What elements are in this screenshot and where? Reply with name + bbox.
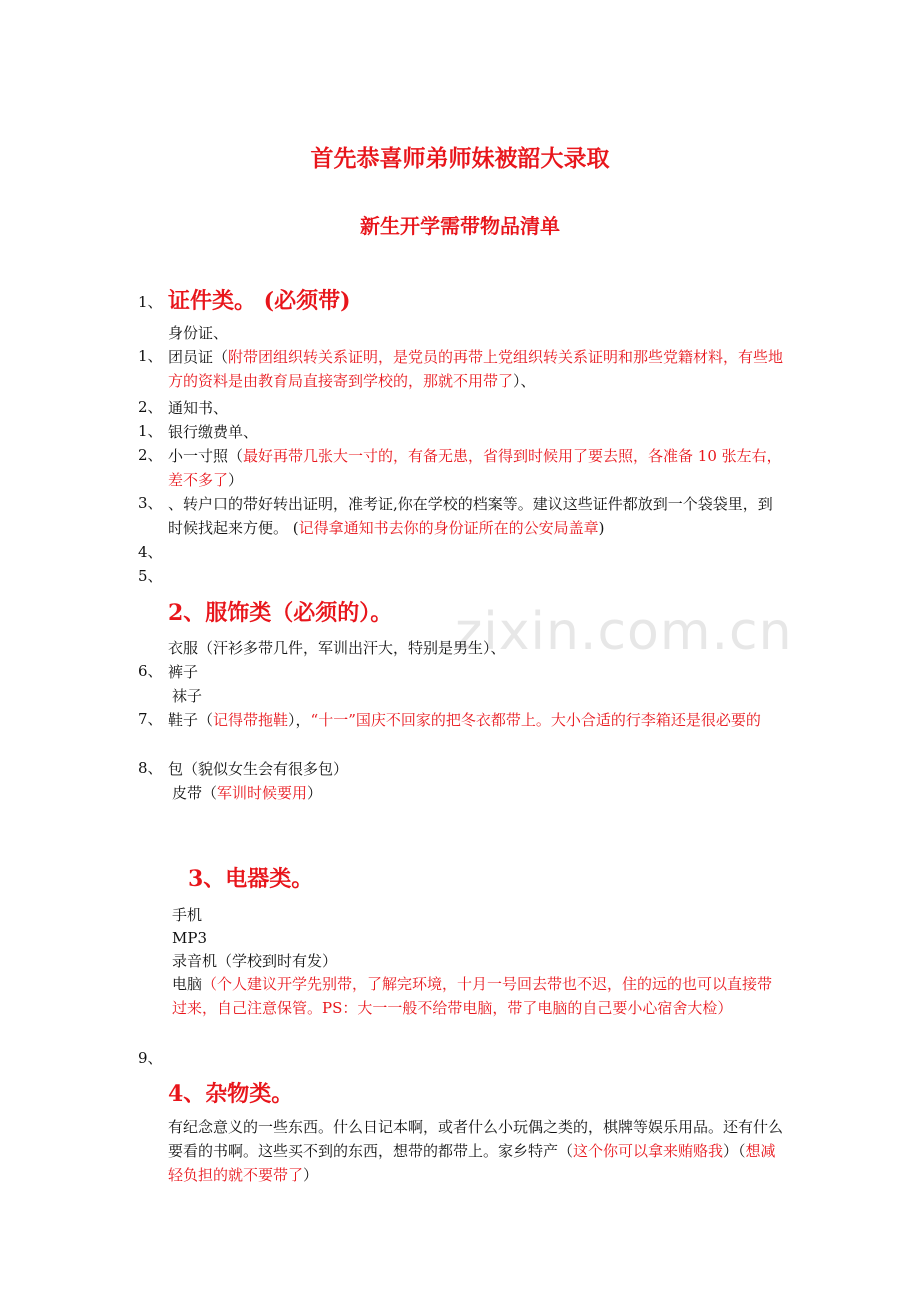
list-number: 3、: [138, 494, 163, 512]
section-heading-electronics: 3、电器类。: [188, 866, 314, 892]
list-number: 2、: [138, 398, 163, 416]
section-heading-misc: 4、杂物类。: [168, 1081, 294, 1107]
list-item: 衣服（汗衫多带几件，军训出汗大，特别是男生）、: [168, 639, 506, 657]
list-item: 鞋子（记得带拖鞋），“十一”国庆不回家的把冬衣都带上。大小合适的行李箱还是很必要的: [168, 711, 761, 729]
list-item: MP3: [172, 929, 207, 947]
page-title: 首先恭喜师弟师妹被韶大录取: [310, 145, 610, 172]
list-item: 银行缴费单、: [168, 423, 259, 441]
list-item: 小一寸照（最好再带几张大一寸的，有备无患，省得到时候用了要去照，各准备 10 张左右，差不多了）: [168, 447, 782, 489]
list-item: 电脑（个人建议开学先别带，了解完环境，十月一号回去带也不迟，住的远的也可以直接带过来，自己注意保管。PS：大一一般不给带电脑，带了电脑的自己要小心宿舍大检）: [172, 975, 773, 1017]
section-number: 1、: [138, 293, 163, 311]
list-number: 4、: [138, 543, 163, 561]
list-item: 皮带（军训时候要用）: [172, 784, 323, 802]
paragraph: 有纪念意义的一些东西。什么日记本啊，或者什么小玩偶之类的，棋牌等娱乐用品。还有什么要看的书啊。这些买不到的东西，想带的都带上。家乡特产（这个你可以拿来贿赂我）（想减轻负担的就不要带了）: [168, 1118, 784, 1184]
list-item: 袜子: [172, 687, 203, 705]
list-number: 8、: [138, 759, 163, 777]
list-item: 裤子: [168, 663, 199, 681]
list-number: 1、: [138, 422, 163, 440]
list-item: 、转户口的带好转出证明，准考证,你在学校的档案等。建议这些证件都放到一个袋袋里，到时候找起来方便。 (记得拿通知书去你的身份证所在的公安局盖章): [168, 495, 773, 537]
page-subtitle: 新生开学需带物品清单: [360, 214, 560, 238]
list-item: 身份证、: [168, 324, 229, 342]
list-item: 通知书、: [168, 399, 229, 417]
list-item: 录音机（学校到时有发）: [172, 952, 338, 970]
watermark: zixin.com.cn: [455, 602, 793, 662]
list-item: 手机: [172, 906, 203, 924]
list-number: 1、: [138, 347, 163, 365]
list-number: 5、: [138, 567, 163, 585]
list-item: 团员证（附带团组织转关系证明，是党员的再带上党组织转关系证明和那些党籍材料，有些地方的资料是由教育局直接寄到学校的，那就不用带了）、: [168, 348, 784, 390]
section-heading-documents: 证件类。 (必须带): [168, 288, 351, 314]
list-number: 9、: [138, 1049, 163, 1067]
list-number: 7、: [138, 710, 163, 728]
section-heading-clothing: 2、服饰类（必须的）。: [168, 600, 393, 626]
list-number: 2、: [138, 446, 163, 464]
list-number: 6、: [138, 662, 163, 680]
list-item: 包（貌似女生会有很多包）: [168, 760, 349, 778]
